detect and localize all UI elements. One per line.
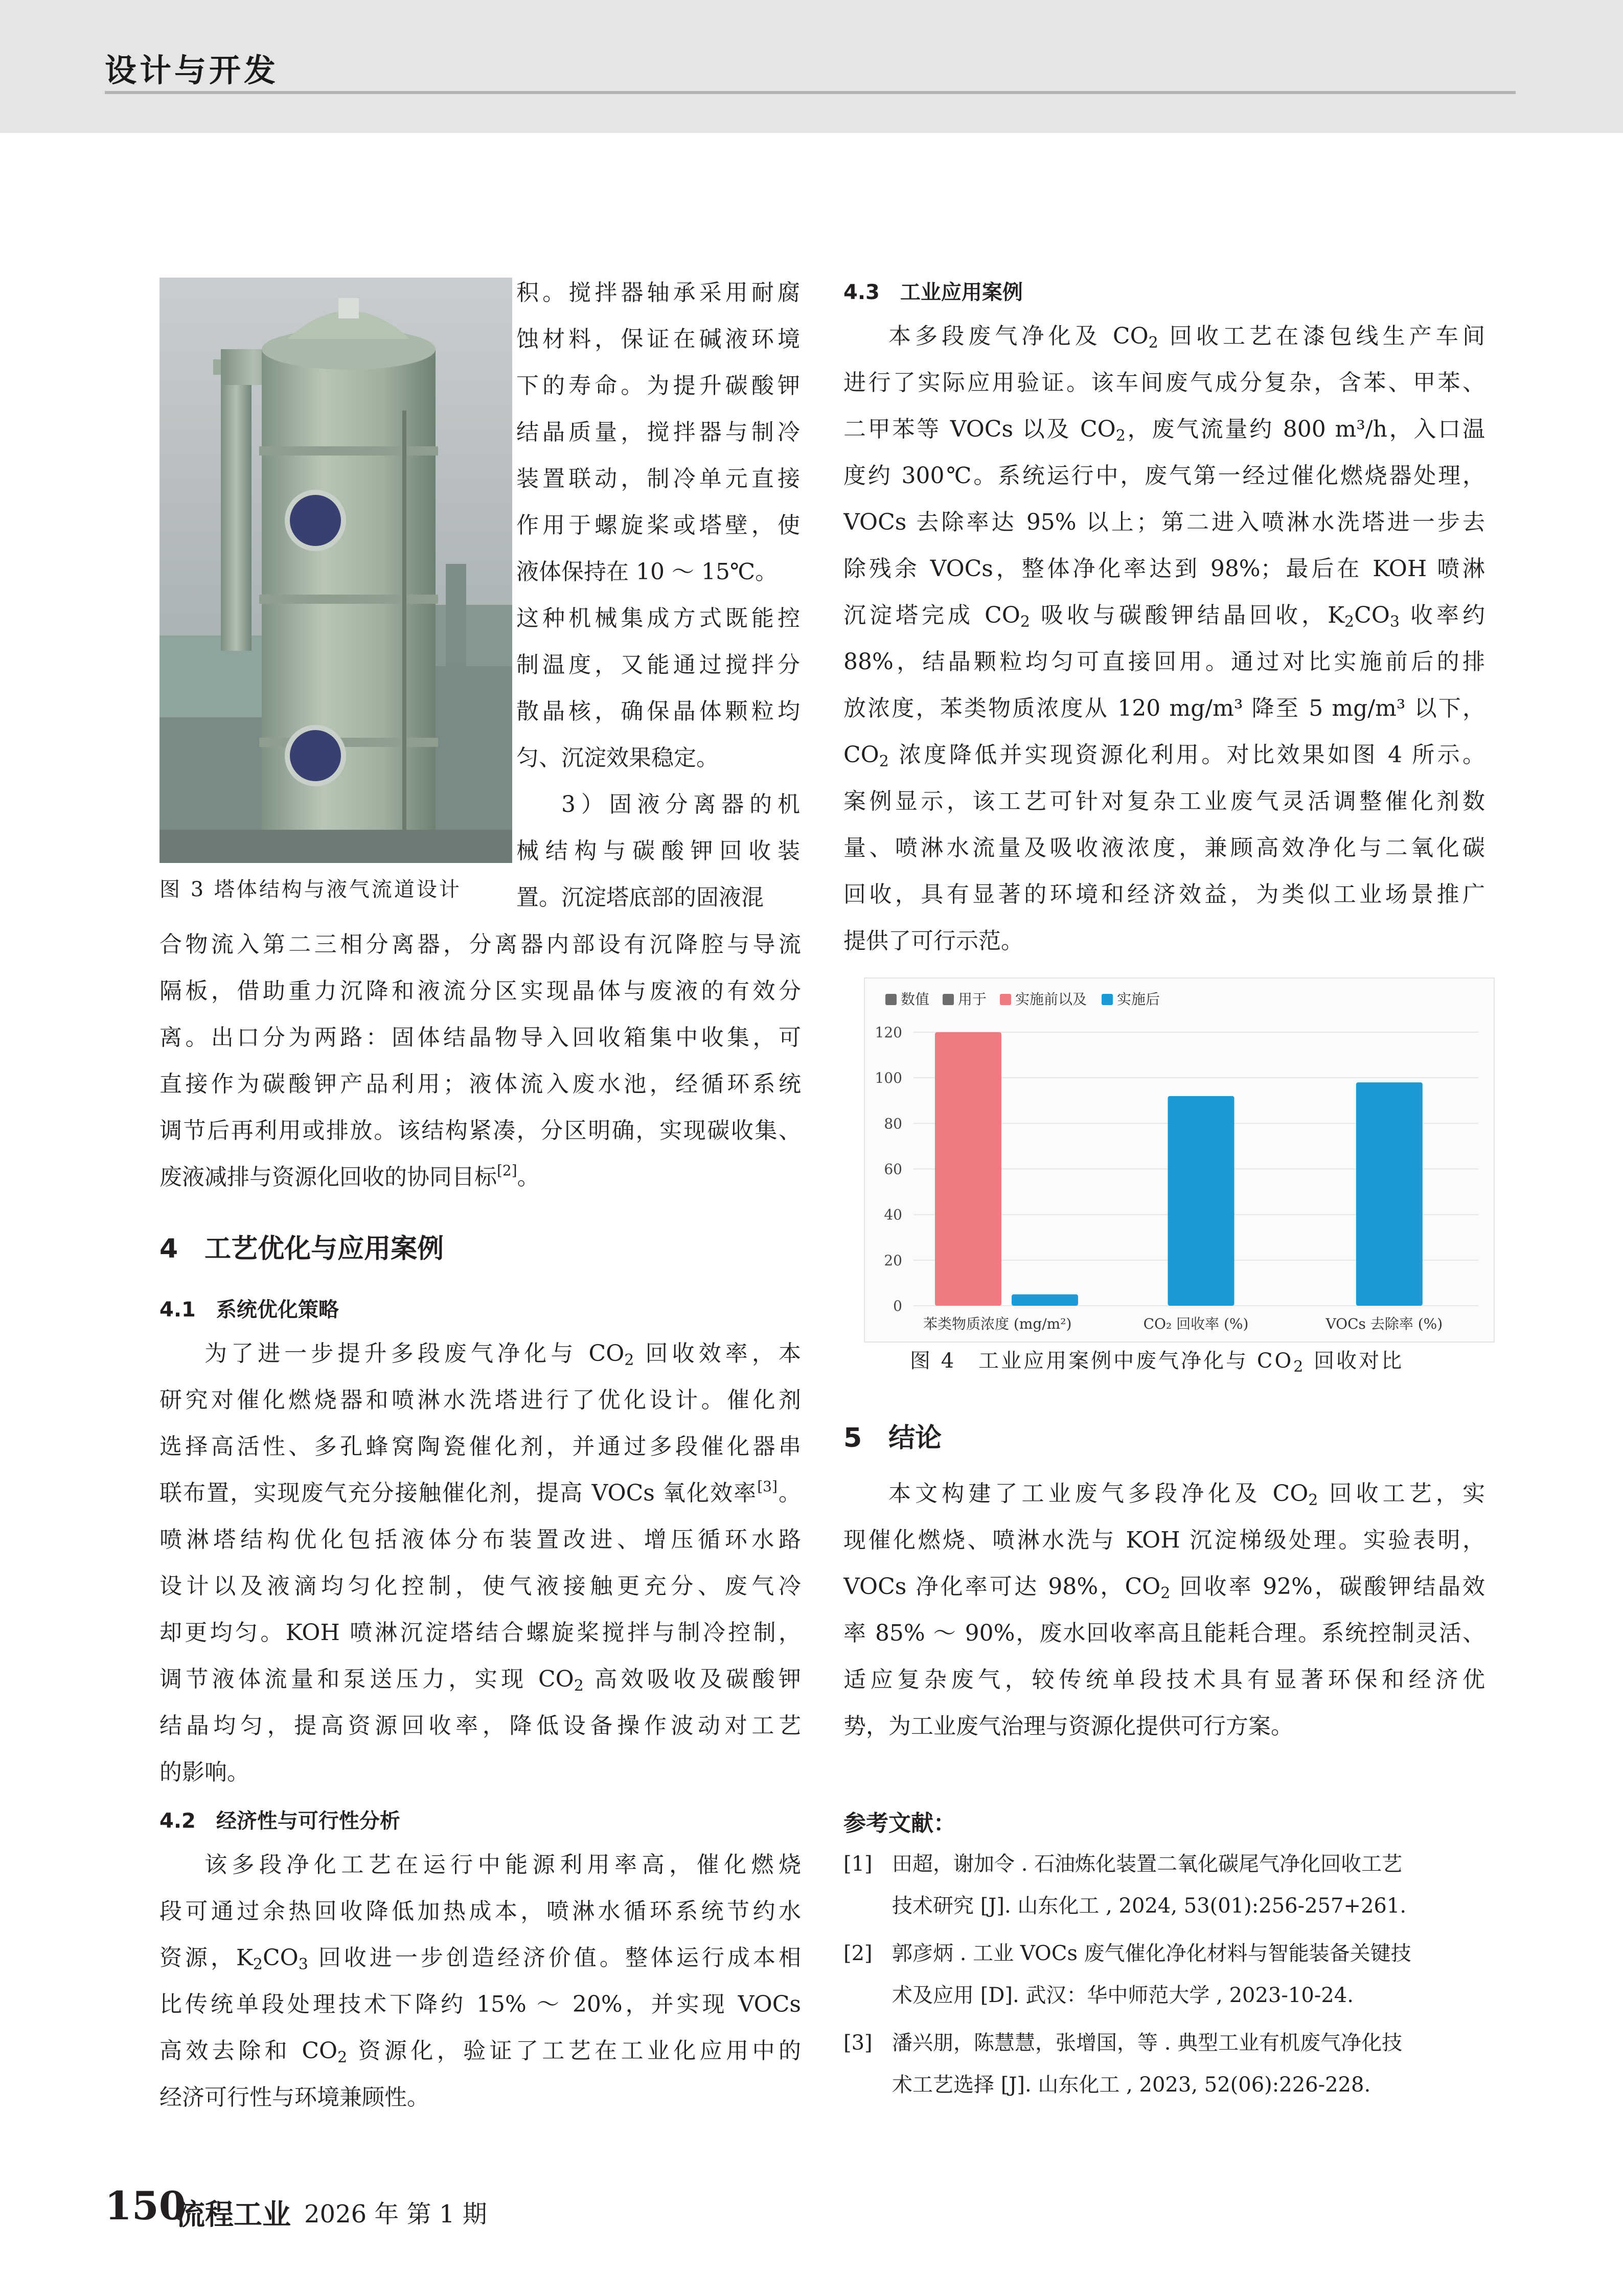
- text-line: 势，为工业废气治理与资源化提供可行方案。: [843, 1713, 1293, 1739]
- text-line: 散晶核，确保晶体颗粒均: [516, 698, 800, 724]
- bar-after: [1012, 1294, 1078, 1306]
- text-line: 本多段废气净化及 $CO_2$ 回收工艺在漆包线生产车间: [888, 323, 1485, 352]
- journal-name: 流程工业: [176, 2198, 291, 2232]
- text-line: 量、喷淋水流量及吸收液浓度，兼顾高效净化与二氧化碳: [843, 835, 1485, 861]
- text-line: 段可通过余热回收降低加热成本，喷淋水循环系统节约水: [159, 1898, 801, 1924]
- text-line: 直接作为碳酸钾产品利用；液体流入废水池，经循环系统: [159, 1071, 801, 1097]
- reference-line: 郭彦炳 . 工业 VOCs 废气催化净化材料与智能装备关键技: [892, 1942, 1411, 1965]
- text-line: 制温度，又能通过搅拌分: [516, 652, 800, 678]
- text-line: 为了进一步提升多段废气净化与 $CO_2$ 回收效率，本: [204, 1340, 801, 1369]
- header-divider: [105, 91, 1516, 94]
- text-line: 回收，具有显著的环境和经济效益，为类似工业场景推广: [843, 881, 1485, 907]
- reference-number: [1]: [843, 1852, 873, 1876]
- text-line: 88%，结晶颗粒均匀可直接回用。通过对比实施前后的排: [843, 649, 1485, 675]
- text-line: VOCs 净化率可达 98%，$CO_2$ 回收率 92%，碳酸钾结晶效: [843, 1574, 1485, 1602]
- text-line: 该多段净化工艺在运行中能源利用率高，催化燃烧: [204, 1852, 801, 1878]
- figure-3-photo: [159, 278, 512, 863]
- x-tick-label: VOCs 去除率 (%): [1325, 1315, 1443, 1332]
- text-line: 这种机械集成方式既能控: [516, 605, 800, 631]
- text-line: 调节液体流量和泵送压力，实现 $CO_2$ 高效吸收及碳酸钾: [159, 1666, 801, 1695]
- bar-after: [1168, 1096, 1235, 1306]
- text-line: 液体保持在 10 ～ 15℃。: [516, 559, 778, 585]
- reference-number: [2]: [843, 1942, 873, 1965]
- text-line: 积。搅拌器轴承采用耐腐: [516, 280, 800, 306]
- legend-swatch: [1000, 994, 1011, 1005]
- text-line: 进行了实际应用验证。该车间废气成分复杂，含苯、甲苯、: [843, 370, 1485, 396]
- text-line: 合物流入第二三相分离器，分离器内部设有沉降腔与导流: [159, 931, 801, 958]
- text-line: VOCs 去除率达 95% 以上；第二进入喷淋水洗塔进一步去: [843, 509, 1485, 535]
- text-line: 匀、沉淀效果稳定。: [516, 745, 719, 771]
- text-line: 选择高活性、多孔蜂窝陶瓷催化剂，并通过多段催化器串: [159, 1434, 801, 1460]
- x-tick-label: CO₂ 回收率 (%): [1143, 1315, 1249, 1332]
- reference-number: [3]: [843, 2031, 873, 2055]
- text-line: 蚀材料，保证在碱液环境: [516, 326, 800, 352]
- section-header-title: 设计与开发: [105, 52, 279, 89]
- legend-label: 数值: [901, 991, 930, 1008]
- text-line: 经济可行性与环境兼顾性。: [159, 2084, 429, 2110]
- page-number: 150: [105, 2183, 186, 2229]
- bar-after: [1356, 1082, 1423, 1306]
- text-line: 的影响。: [159, 1759, 249, 1785]
- reference-line: 潘兴朋，陈慧慧，张增国，等 . 典型工业有机废气净化技: [892, 2031, 1403, 2055]
- text-line: 提供了可行示范。: [843, 928, 1023, 954]
- bar-chart: [865, 979, 1494, 1342]
- text-line: 离。出口分为两路：固体结晶物导入回收箱集中收集，可: [159, 1025, 801, 1051]
- y-tick-label: 0: [893, 1298, 902, 1314]
- figure-4-chart: [864, 977, 1495, 1343]
- legend-swatch: [943, 994, 954, 1005]
- text-line: 喷淋塔结构优化包括液体分布装置改进、增压循环水路: [159, 1527, 801, 1553]
- text-line: 二甲苯等 VOCs 以及 $CO_2$，废气流量约 800 m³/h，入口温: [843, 416, 1485, 445]
- text-line: 废液减排与资源化回收的协同目标[2]。: [159, 1162, 540, 1190]
- legend-swatch: [885, 994, 897, 1005]
- text-line: 却更均匀。KOH 喷淋沉淀塔结合螺旋桨搅拌与制冷控制，: [159, 1620, 801, 1646]
- text-line: 放浓度，苯类物质浓度从 120 mg/m³ 降至 5 mg/m³ 以下，: [843, 695, 1485, 721]
- text-line: $CO_2$ 浓度降低并实现资源化利用。对比效果如图 4 所示。: [843, 742, 1485, 770]
- section-4-3-title: 4.3 工业应用案例: [843, 281, 1023, 304]
- text-line: 比传统单段处理技术下降约 15% ～ 20%，并实现 VOCs: [159, 1991, 801, 2017]
- reference-line: 田超，谢加令 . 石油炼化装置二氧化碳尾气净化回收工艺: [892, 1852, 1403, 1876]
- text-line: 调节后再利用或排放。该结构紧凑，分区明确，实现碳收集、: [159, 1118, 801, 1144]
- text-line: 下的寿命。为提升碳酸钾: [516, 373, 800, 399]
- text-line: 案例显示，该工艺可针对复杂工业废气灵活调整催化剂数: [843, 788, 1485, 814]
- y-tick-label: 80: [884, 1115, 902, 1132]
- text-line: 设计以及液滴均匀化控制，使气液接触更充分、废气冷: [159, 1573, 801, 1599]
- text-line: 械结构与碳酸钾回收装: [516, 838, 800, 864]
- text-line: 适应复杂废气，较传统单段技术具有显著环保和经济优: [843, 1667, 1485, 1693]
- text-line: 本文构建了工业废气多段净化及 $CO_2$ 回收工艺，实: [888, 1481, 1485, 1509]
- text-line: 除残余 VOCs，整体净化率达到 98%；最后在 KOH 喷淋: [843, 556, 1485, 582]
- text-line: 率 85% ～ 90%，废水回收率高且能耗合理。系统控制灵活、: [843, 1620, 1485, 1646]
- text-line: 结晶均匀，提高资源回收率，降低设备操作波动对工艺: [159, 1713, 801, 1739]
- text-line: 度约 300℃。系统运行中，废气第一经过催化燃烧器处理，: [843, 463, 1485, 489]
- text-line: 资源，$K_2CO_3$ 回收进一步创造经济价值。整体运行成本相: [159, 1945, 801, 1973]
- text-line: 装置联动，制冷单元直接: [516, 466, 800, 492]
- legend-label: 实施前以及: [1015, 991, 1087, 1008]
- x-tick-label: 苯类物质浓度 (mg/m²): [923, 1315, 1072, 1332]
- text-line: 高效去除和 $CO_2$ 资源化，验证了工艺在工业化应用中的: [159, 2038, 801, 2066]
- text-line: 作用于螺旋桨或塔壁，使: [516, 512, 800, 538]
- figure-3-caption: 图 3 塔体结构与液气流道设计: [159, 878, 462, 901]
- legend-label: 实施后: [1117, 991, 1160, 1008]
- section-5-title: 5 结论: [843, 1423, 942, 1453]
- section-4-title: 4 工艺优化与应用案例: [159, 1234, 444, 1264]
- bar-before: [935, 1032, 1001, 1306]
- figure-4-caption: 图 4 工业应用案例中废气净化与 $CO_2$ 回收对比: [910, 1349, 1404, 1376]
- text-line: 沉淀塔完成 $CO_2$ 吸收与碳酸钾结晶回收，$K_2CO_3$ 收率约: [843, 602, 1485, 631]
- text-line: 3）固液分离器的机: [561, 791, 800, 817]
- text-line: 结晶质量，搅拌器与制冷: [516, 419, 800, 445]
- references-title: 参考文献：: [843, 1810, 956, 1836]
- legend-label: 用于: [958, 991, 987, 1008]
- text-line: 现催化燃烧、喷淋水洗与 KOH 沉淀梯级处理。实验表明，: [843, 1527, 1485, 1553]
- legend-swatch: [1102, 994, 1113, 1005]
- text-line: 置。沉淀塔底部的固液混: [516, 884, 764, 911]
- y-tick-label: 120: [875, 1024, 902, 1041]
- section-4-2-title: 4.2 经济性与可行性分析: [159, 1809, 400, 1833]
- y-tick-label: 20: [884, 1252, 902, 1269]
- reference-line: 术及应用 [D]. 武汉：华中师范大学 , 2023-10-24.: [892, 1984, 1354, 2007]
- reference-line: 术工艺选择 [J]. 山东化工 , 2023, 52(06):226-228.: [892, 2073, 1371, 2097]
- text-line: 联布置，实现废气充分接触催化剂，提高 VOCs 氧化效率[3]。: [159, 1478, 801, 1506]
- section-4-1-title: 4.1 系统优化策略: [159, 1298, 339, 1322]
- text-line: 研究对催化燃烧器和喷淋水洗塔进行了优化设计。催化剂: [159, 1387, 801, 1413]
- y-tick-label: 100: [875, 1070, 902, 1087]
- y-tick-label: 40: [884, 1206, 902, 1223]
- reference-line: 技术研究 [J]. 山东化工 , 2024, 53(01):256-257+261.: [892, 1894, 1407, 1918]
- issue-info: 2026 年 第 1 期: [304, 2200, 487, 2229]
- text-line: 隔板，借助重力沉降和液流分区实现晶体与废液的有效分: [159, 978, 801, 1004]
- y-tick-label: 60: [884, 1161, 902, 1178]
